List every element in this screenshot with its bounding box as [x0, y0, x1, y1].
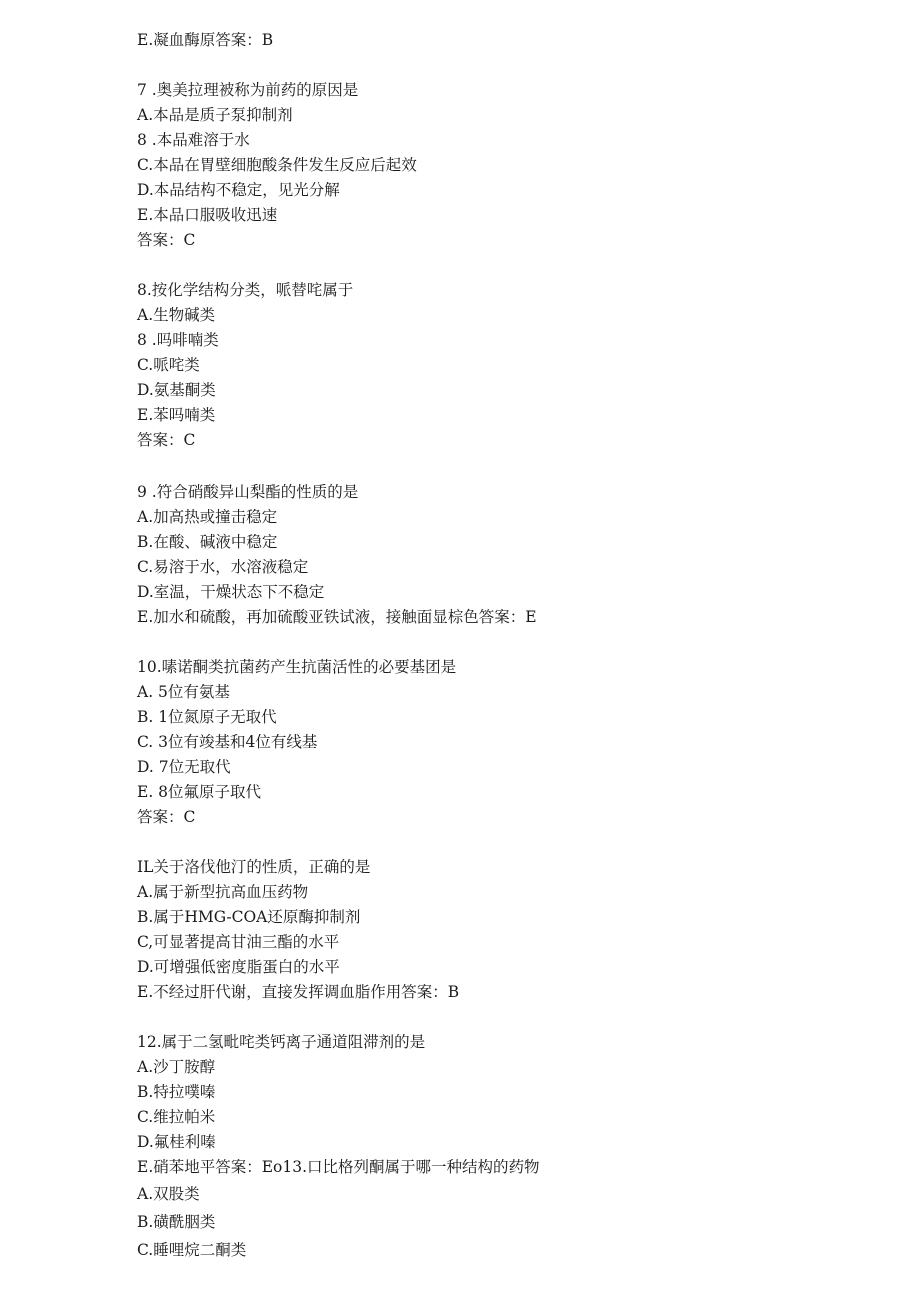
question-10 [137, 655, 857, 830]
option-line: A.双股类 [137, 1185, 200, 1203]
question-stem: IL关于洛伐他汀的性质，正确的是 [137, 858, 371, 876]
option-line: C.睡哩烷二酮类 [137, 1241, 247, 1259]
option-line: E.本品口服吸收迅速 [137, 206, 278, 224]
option-line: E.加水和硫酸，再加硫酸亚铁试液，接触面显棕色答案：E [137, 608, 537, 626]
option-line: A.沙丁胺醇 [137, 1058, 216, 1076]
question-stem: 12.属于二氢毗咤类钙离子通道阻滞剂的是 [137, 1033, 426, 1051]
option-line: E.硝苯地平答案：Eo13.口比格列酮属于哪一种结构的药物 [137, 1158, 540, 1176]
option-line: C.本品在胃壁细胞酸条件发生反应后起效 [137, 156, 417, 174]
answer-line: 答案：C [137, 808, 196, 826]
question-8 [137, 278, 857, 453]
document-content [137, 28, 857, 1264]
option-line: A. 5位有氨基 [137, 683, 230, 701]
option-line: C.哌咤类 [137, 356, 200, 374]
question-stem: 9 .符合硝酸异山梨酯的性质的是 [137, 483, 359, 501]
option-line: B.特拉噗嗪 [137, 1083, 216, 1101]
option-line: E. 8位氟原子取代 [137, 783, 262, 801]
question-9 [137, 480, 857, 630]
option-line: B.磺酰胭类 [137, 1213, 216, 1231]
option-line: D.可增强低密度脂蛋白的水平 [137, 958, 340, 976]
option-line: E.不经过肝代谢，直接发挥调血脂作用答案：B [137, 983, 460, 1001]
option-line: 8 .本品难溶于水 [137, 131, 250, 149]
option-line: C,可显著提高甘油三酯的水平 [137, 933, 340, 951]
option-line: D.氨基酮类 [137, 381, 216, 399]
question-13-options [137, 1180, 857, 1264]
option-line: B. 1位氮原子无取代 [137, 708, 277, 726]
option-line: D.本品结构不稳定，见光分解 [137, 181, 340, 199]
option-line: D. 7位无取代 [137, 758, 231, 776]
text-line: E.凝血酶原答案：B [137, 31, 274, 49]
option-line: A.属于新型抗高血压药物 [137, 883, 309, 901]
question-11 [137, 855, 857, 1005]
option-line: C.易溶于水，水溶液稳定 [137, 558, 309, 576]
option-line: C. 3位有竣基和4位有线基 [137, 733, 318, 751]
option-line: A.生物碱类 [137, 306, 216, 324]
question-stem: 8.按化学结构分类，哌替咤属于 [137, 281, 354, 299]
option-line: A.加高热或撞击稳定 [137, 508, 278, 526]
answer-line: 答案：C [137, 431, 196, 449]
option-line: C.维拉帕米 [137, 1108, 216, 1126]
question-stem: 7 .奥美拉理被称为前药的原因是 [137, 81, 359, 99]
option-line: D.氟桂利嗪 [137, 1133, 216, 1151]
question-12 [137, 1030, 857, 1180]
option-line: 8 .吗啡喃类 [137, 331, 219, 349]
option-line: E.苯吗喃类 [137, 406, 216, 424]
question-stem: 10.嗉诺酮类抗菌药产生抗菌活性的必要基团是 [137, 658, 457, 676]
question-7 [137, 78, 857, 253]
option-line: A.本品是质子泵抑制剂 [137, 106, 293, 124]
option-line: B.在酸、碱液中稳定 [137, 533, 278, 551]
answer-block-6-end [137, 28, 857, 53]
answer-line: 答案：C [137, 231, 196, 249]
option-line: B.属于HMG-COA还原酶抑制剂 [137, 908, 361, 926]
option-line: D.室温，干燥状态下不稳定 [137, 583, 325, 601]
